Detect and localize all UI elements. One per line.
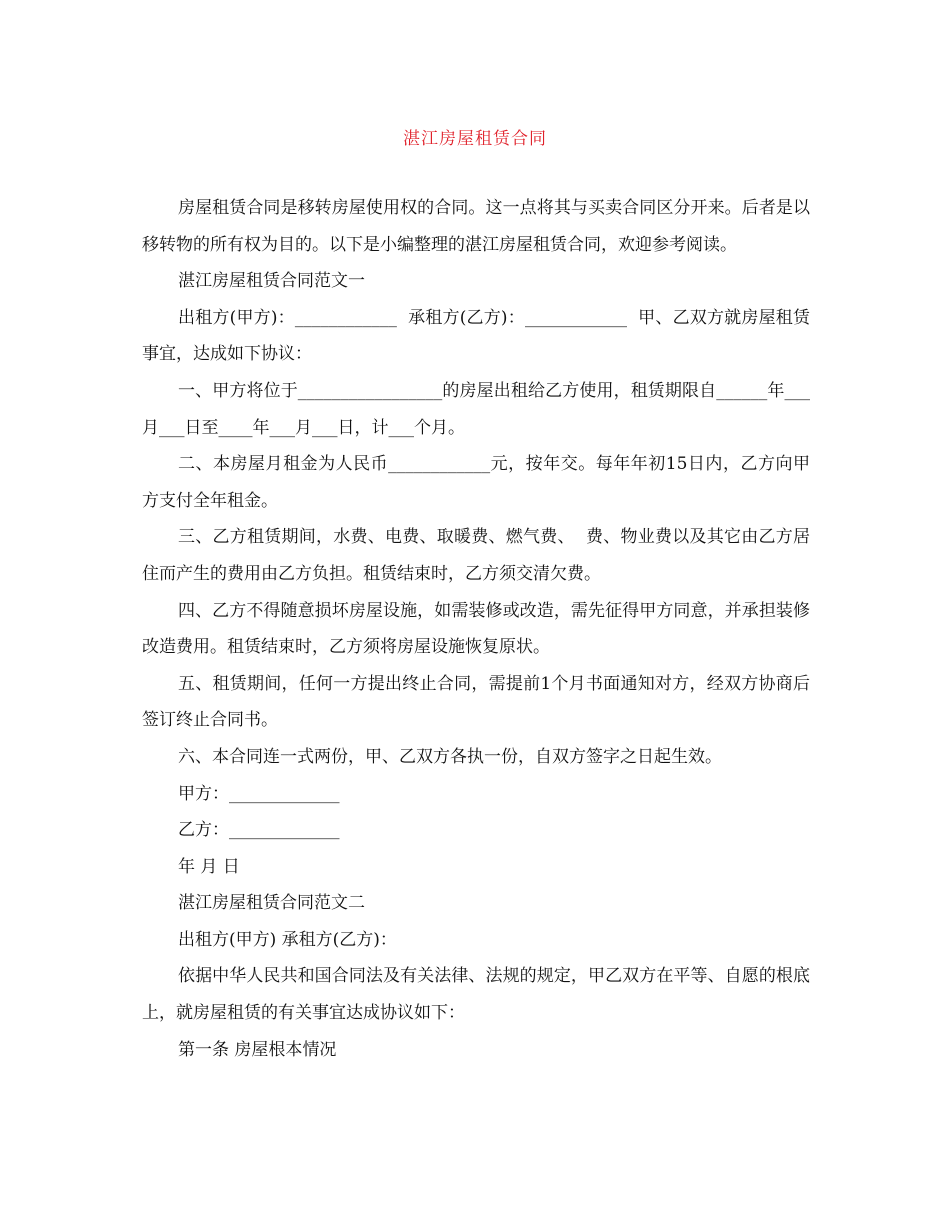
clause-one: 一、甲方将位于_________________的房屋出租给乙方使用，租赁期限自______年___月___日至____年___月___日，计___个月。 [142, 380, 810, 438]
parties-paragraph: 出租方(甲方)：____________ 承租方(乙方)：____________ 甲、乙双方就房屋租赁事宜，达成如下协议： [142, 307, 810, 365]
sample-two-preamble: 依据中华人民共和国合同法及有关法律、法规的规定，甲乙双方在平等、自愿的根底上，就房屋租赁的有关事宜达成协议如下： [142, 966, 810, 1024]
sample-one-heading: 湛江房屋租赁合同范文一 [178, 271, 365, 292]
date-line: 年 月 日 [178, 856, 240, 877]
article-one-heading: 第一条 房屋根本情况 [178, 1039, 337, 1060]
clause-six: 六、本合同连一式两份，甲、乙双方各执一份，自双方签字之日起生效。 [178, 746, 722, 767]
sample-two-heading: 湛江房屋租赁合同范文二 [178, 893, 365, 914]
clause-four: 四、乙方不得随意损坏房屋设施，如需装修或改造，需先征得甲方同意，并承担装修改造费用。租赁结束时，乙方须将房屋设施恢复原状。 [142, 600, 810, 658]
document-body [142, 190, 810, 1068]
sample-two-parties: 出租方(甲方) 承租方(乙方)： [178, 929, 397, 950]
party-a-signature-line: 甲方：_____________ [178, 783, 340, 804]
clause-five: 五、租赁期间，任何一方提出终止合同，需提前1个月书面通知对方，经双方协商后签订终止合同书。 [142, 673, 810, 731]
document-title: 湛江房屋租赁合同 [403, 129, 547, 149]
party-b-signature-line: 乙方：_____________ [178, 820, 340, 841]
clause-three: 三、乙方租赁期间，水费、电费、取暖费、燃气费、 费、物业费以及其它由乙方居住而产生的费用由乙方负担。租赁结束时，乙方须交清欠费。 [142, 527, 810, 584]
clause-two: 二、本房屋月租金为人民币____________元，按年交。每年年初15日内，乙方向甲方支付全年租金。 [142, 454, 810, 511]
intro-paragraph: 房屋租赁合同是移转房屋使用权的合同。这一点将其与买卖合同区分开来。后者是以移转物的所有权为目的。以下是小编整理的湛江房屋租赁合同，欢迎参考阅读。 [142, 198, 810, 255]
